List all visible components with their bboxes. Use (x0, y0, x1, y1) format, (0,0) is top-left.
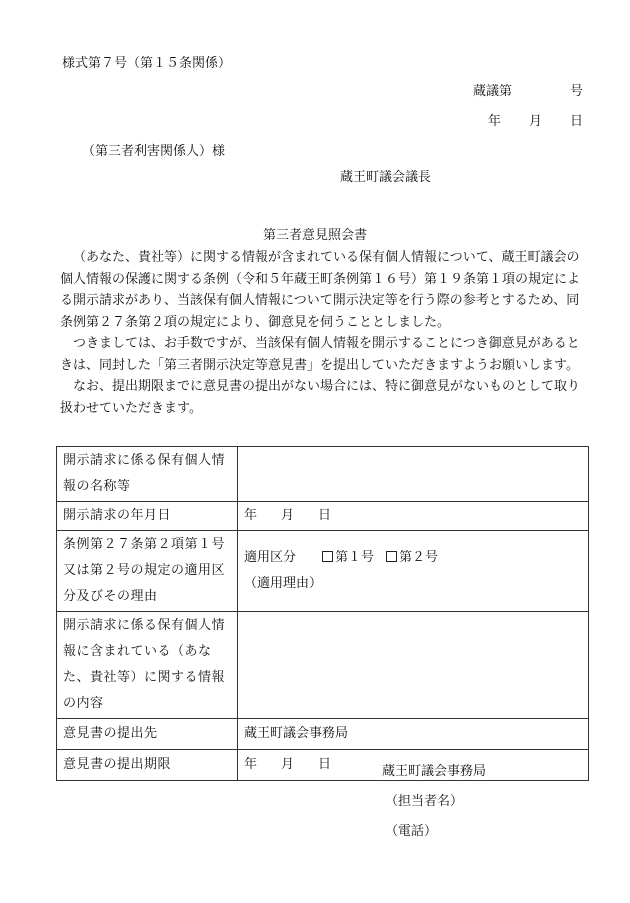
request-date-day: 日 (318, 508, 332, 523)
document-title: 第三者意見照会書 (262, 228, 367, 243)
table-row (57, 750, 589, 781)
document-number (473, 80, 583, 99)
issue-date (488, 110, 583, 129)
option-2-label: 第２号 (399, 550, 439, 565)
option-1-label: 第１号 (335, 550, 375, 565)
category-line (244, 545, 582, 571)
body-paragraph-1: （あなた、貴社等）に関する情報が含まれている保有個人情報について、蔵王町議会の個人情報の保護に関する条例（令和５年蔵王町条例第１６号）第１９条第１項の規定による開示請求があり、当該保有個人情報について開示決定等を行う際の参考とするため、同条例第２７条第２項の規定により、御意見を伺うこととしました。 (60, 250, 581, 330)
row-value-info-content[interactable] (238, 612, 589, 719)
row-label-deadline: 意見書の提出期限 (57, 750, 238, 781)
request-date-year: 年 (244, 508, 258, 523)
document-number-suffix: 号 (569, 84, 583, 99)
checkbox-option-2[interactable] (386, 551, 397, 562)
row-label-request-date: 開示請求の年月日 (57, 502, 238, 531)
row-value-info-name[interactable] (238, 447, 589, 502)
sender: 蔵王町議会議長 (340, 170, 432, 185)
document-number-prefix: 蔵議第 (472, 84, 512, 99)
issue-date-year: 年 (487, 114, 501, 129)
reason-label: （適用理由） (244, 576, 323, 591)
footer-office: 蔵王町議会事務局 (382, 764, 487, 779)
issue-date-month: 月 (528, 114, 542, 129)
footer-phone: （電話） (385, 824, 438, 839)
table-row (57, 719, 589, 750)
body-text (60, 247, 584, 419)
row-label-info-content: 開示請求に係る保有個人情報に含まれている（あなた、貴社等）に関する情報の内容 (57, 612, 238, 719)
deadline-month: 月 (281, 757, 295, 772)
row-value-category (238, 531, 589, 612)
table-row (57, 612, 589, 719)
table-row (57, 531, 589, 612)
table-row (57, 502, 589, 531)
body-paragraph-3: なお、提出期限までに意見書の提出がない場合には、特に御意見がないものとして取り扱わせていただきます。 (60, 379, 581, 416)
body-paragraph-2: つきましては、お手数ですが、当該保有個人情報を開示することにつき御意見があるときは、同封した「第三者開示決定等意見書」を提出していただきますようお願いします。 (60, 336, 580, 373)
addressee: （第三者利害関係人）様 (82, 144, 226, 159)
row-label-info-name: 開示請求に係る保有個人情報の名称等 (57, 447, 238, 502)
form-number: 様式第７号（第１５条関係） (62, 56, 232, 71)
deadline-year: 年 (244, 757, 258, 772)
footer-person: （担当者名） (385, 794, 464, 809)
row-label-submit-to: 意見書の提出先 (57, 719, 238, 750)
category-label: 適用区分 (244, 550, 297, 565)
table-row (57, 447, 589, 502)
request-date-month: 月 (281, 508, 295, 523)
info-table (56, 446, 589, 781)
row-label-category: 条例第２７条第２項第１号又は第２号の規定の適用区分及びその理由 (57, 531, 238, 612)
row-value-submit-to: 蔵王町議会事務局 (238, 719, 589, 750)
issue-date-day: 日 (569, 114, 583, 129)
row-value-request-date[interactable] (238, 502, 589, 531)
checkbox-option-1[interactable] (322, 551, 333, 562)
deadline-day: 日 (318, 757, 332, 772)
